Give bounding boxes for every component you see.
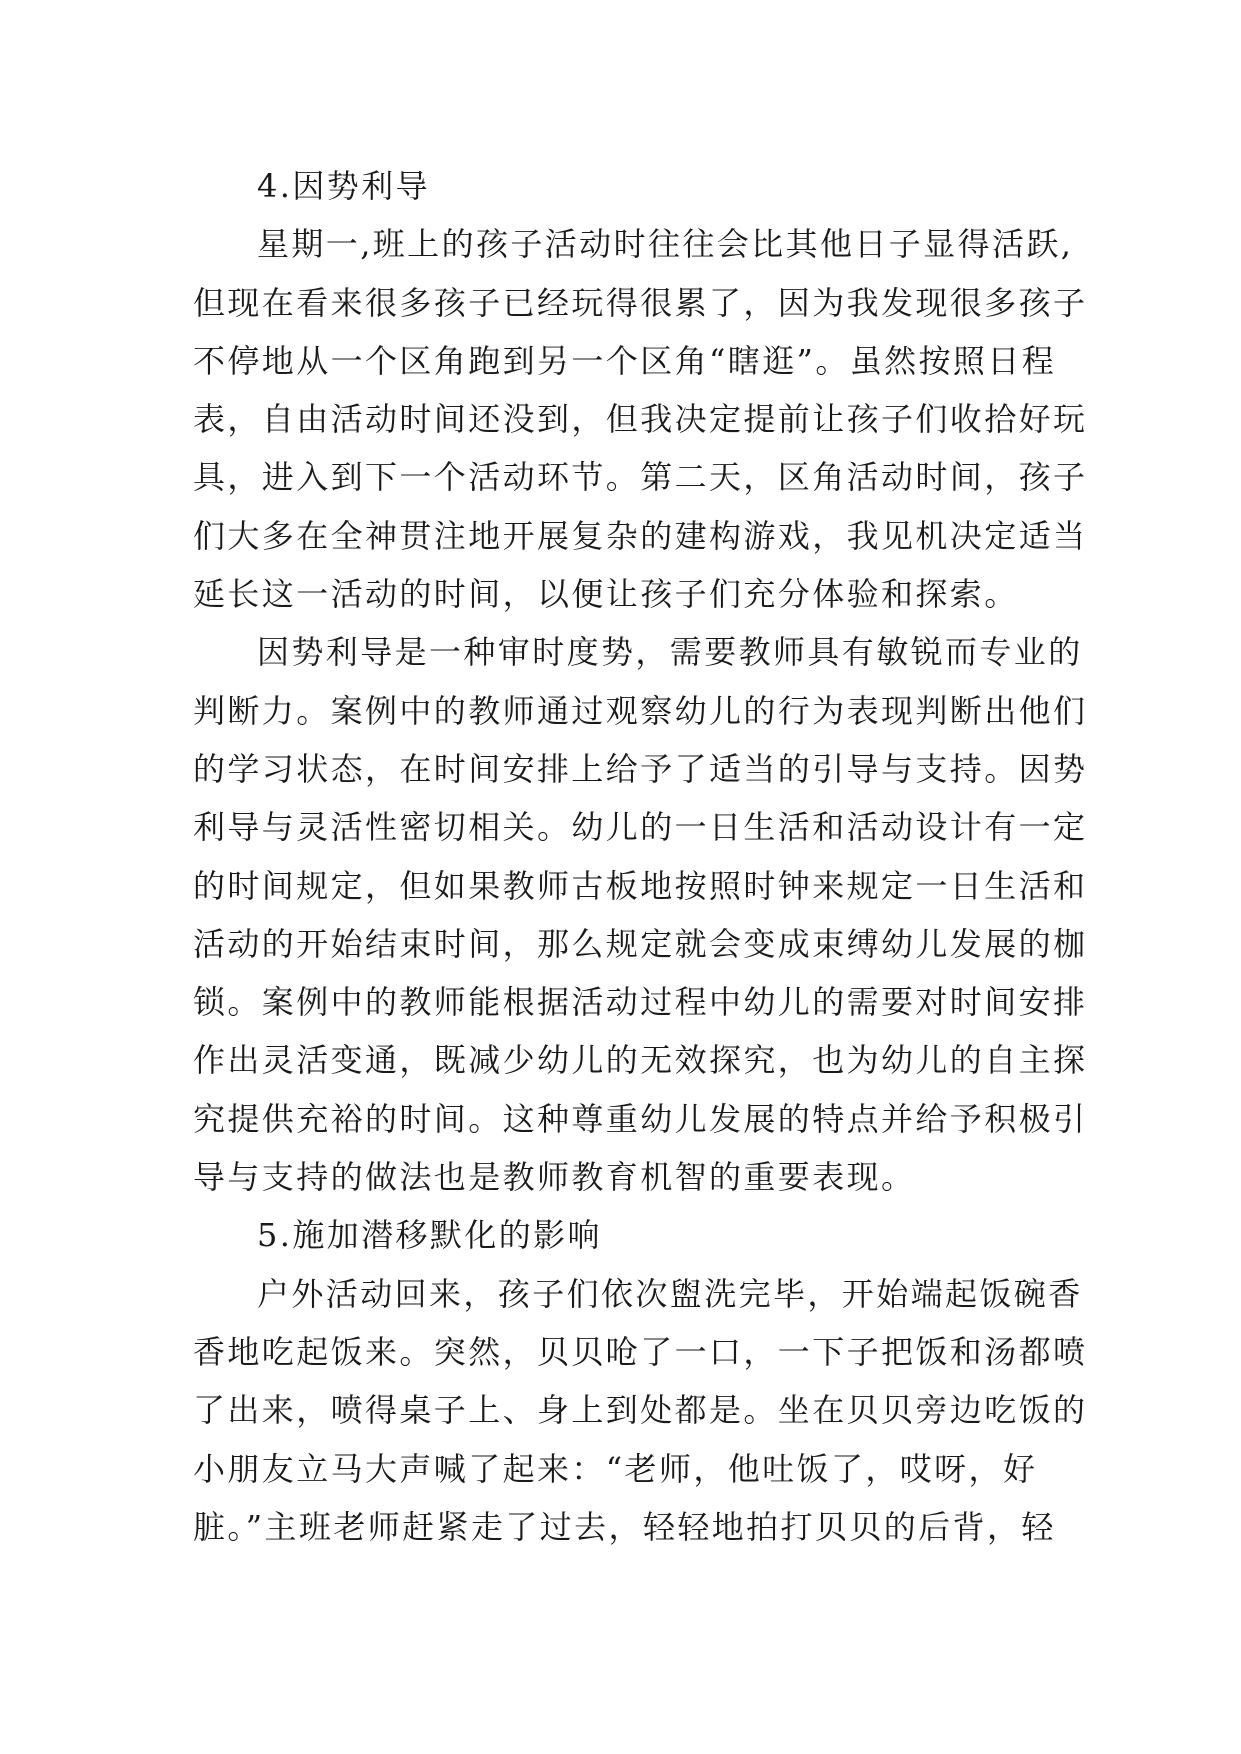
text-line-23: 小朋友立马大声喊了起来：“老师，他吐饭了，哎呀，好 — [193, 1449, 1038, 1488]
text-line-14: 活动的开始结束时间，那么规定就会变成束缚幼儿发展的枷 — [193, 924, 1088, 963]
text-line-10: 判断力。案例中的教师通过观察幼儿的行为表现判断出他们 — [193, 691, 1088, 730]
text-line-13: 的时间规定，但如果教师古板地按照时钟来规定一日生活和 — [193, 866, 1088, 905]
text-line-21: 香地吃起饭来。突然，贝贝呛了一口，一下子把饭和汤都喷 — [193, 1332, 1088, 1371]
text-line-3: 但现在看来很多孩子已经玩得很累了，因为我发现很多孩子 — [193, 283, 1088, 322]
text-line-4: 不停地从一个区角跑到另一个区角“瞎逛”。虽然按照日程 — [193, 341, 1057, 380]
text-line-12: 利导与灵活性密切相关。幼儿的一日生活和活动设计有一定 — [193, 808, 1088, 847]
text-line-8: 延长这一活动的时间，以便让孩子们充分体验和探索。 — [193, 575, 1019, 614]
text-line-24: 脏。”主班老师赶紧走了过去，轻轻地拍打贝贝的后背，轻 — [193, 1507, 1056, 1546]
text-line-7: 们大多在全神贯注地开展复杂的建构游戏，我见机决定适当 — [193, 516, 1088, 555]
text-line-11: 的学习状态，在时间安排上给予了适当的引导与支持。因势 — [193, 749, 1088, 788]
text-line-2: 星期一,班上的孩子活动时往往会比其他日子显得活跃, — [257, 225, 1074, 264]
text-line-6: 具，进入到下一个活动环节。第二天，区角活动时间，孩子 — [193, 458, 1088, 497]
text-line-15: 锁。案例中的教师能根据活动过程中幼儿的需要对时间安排 — [193, 983, 1088, 1022]
text-line-20: 户外活动回来，孩子们依次盥洗完毕，开始端起饭碗香 — [257, 1274, 1083, 1313]
text-line-5: 表，自由活动时间还没到，但我决定提前让孩子们收拾好玩 — [193, 400, 1088, 439]
text-line-1: 4.因势利导 — [257, 167, 430, 205]
document-body — [193, 157, 1088, 1556]
text-line-9: 因势利导是一种审时度势，需要教师具有敏锐而专业的 — [257, 633, 1083, 672]
text-line-22: 了出来，喷得桌子上、身上到处都是。坐在贝贝旁边吃饭的 — [193, 1391, 1088, 1430]
text-line-19: 5.施加潜移默化的影响 — [257, 1216, 602, 1255]
text-line-17: 究提供充裕的时间。这种尊重幼儿发展的特点并给予积极引 — [193, 1099, 1088, 1138]
text-line-16: 作出灵活变通，既减少幼儿的无效探究，也为幼儿的自主探 — [193, 1041, 1088, 1080]
text-line-18: 导与支持的做法也是教师教育机智的重要表现。 — [193, 1158, 916, 1197]
